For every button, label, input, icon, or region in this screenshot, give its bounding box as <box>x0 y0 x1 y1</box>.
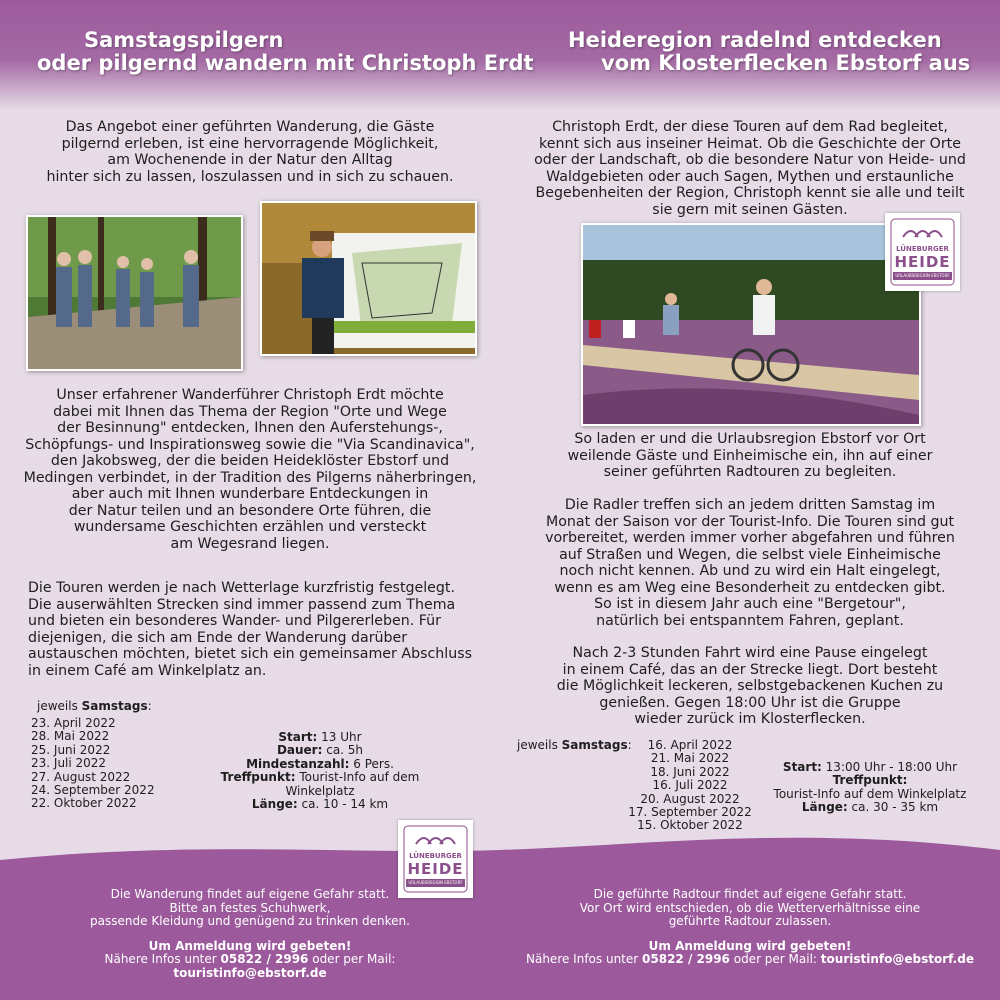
info-value: ca. 5h <box>322 743 364 758</box>
footer-line: geführte Radtour zulassen. <box>668 914 832 928</box>
registration-note: Um Anmeldung wird gebeten! <box>648 938 852 953</box>
text-line: oder der Landschaft, ob die besondere Natur von Heide- und <box>534 152 966 168</box>
text-line: So laden er und die Urlaubsregion Ebstorf vor Ort <box>574 431 926 447</box>
info-value: 13:00 Uhr - 18:00 Uhr <box>821 760 958 774</box>
text-line: dabei mit Ihnen das Thema der Region "Orte und Wege <box>53 403 447 420</box>
date-item: 24. September 2022 <box>31 783 155 798</box>
meeting-point-value: Tourist-Info auf dem Winkelplatz <box>773 786 967 801</box>
text-line: am Wegesrand liegen. <box>170 535 330 552</box>
logo-line1: LÜNEBURGER <box>896 245 949 253</box>
length-info <box>185 798 455 811</box>
email-address[interactable]: touristinfo@ebstorf.de <box>173 965 327 980</box>
left-paragraph-3 <box>28 580 478 679</box>
info-value: ca. 30 - 35 km <box>847 800 939 815</box>
footer-line: Bitte an festes Schuhwerk, <box>169 900 331 915</box>
text-line: Das Angebot einer geführten Wanderung, die Gäste <box>65 119 435 135</box>
left-dates-heading <box>37 700 152 713</box>
right-title-line1: Heideregion radelnd entdecken <box>568 28 942 52</box>
registration-note: Um Anmeldung wird gebeten! <box>148 938 352 953</box>
text-line: Waldgebieten oder auch Sagen, Mythen und erstaunliche <box>546 168 954 185</box>
date-item: 16. April 2022 <box>647 738 733 752</box>
text-line: pilgernd erleben, ist eine hervorragende Möglichkeit, <box>61 135 439 152</box>
text-line: wundersame Geschichten erzählen und versteckt <box>73 519 427 535</box>
date-item: 15. Oktober 2022 <box>637 818 743 833</box>
left-intro <box>30 119 470 185</box>
start-info <box>185 731 455 744</box>
info-value: Tourist-Info auf dem Winkelplatz <box>285 770 420 798</box>
date-item: 27. August 2022 <box>31 769 131 784</box>
info-label: Mindestanzahl: <box>246 756 350 771</box>
right-info-block <box>765 761 975 815</box>
contact-text: Nähere Infos unter <box>526 952 643 966</box>
hikers-photo <box>26 215 243 371</box>
left-title-line2: oder pilgernd wandern mit Christoph Erdt <box>37 51 534 75</box>
text-line: Die Touren werden je nach Wetterlage kurzfristig festgelegt. <box>28 580 455 596</box>
info-value: ca. 10 - 14 km <box>297 797 389 812</box>
text-line: Begebenheiten der Region, Christoph kennt sie alle und teilt <box>535 185 965 201</box>
left-title-line1: Samstagspilgern <box>84 28 284 52</box>
phone-number: 05822 / 2996 <box>220 952 309 966</box>
lueneburger-heide-logo <box>398 820 473 898</box>
guide-map-photo <box>260 201 477 356</box>
meeting-point-label <box>765 774 975 787</box>
text-line: hinter sich zu lassen, loszulassen und in sich zu schauen. <box>46 168 454 185</box>
date-item: 23. April 2022 <box>31 716 116 730</box>
cyclists-heath-photo <box>581 223 921 426</box>
left-info-block <box>185 731 455 811</box>
text-line: Die auserwählten Strecken sind immer passend zum Thema <box>28 596 456 613</box>
text-line: austauschen möchten, bietet sich ein gemeinsamer Abschluss <box>28 646 472 662</box>
text-line: noch nicht kennen. Ab und zu wird ein Halt eingelegt, <box>559 563 941 579</box>
text-line: So ist in diesem Jahr auch eine "Bergetour", <box>594 596 906 612</box>
dates-suffix: : <box>147 699 152 713</box>
logo-line2: HEIDE <box>407 860 464 878</box>
meeting-point-info <box>185 771 455 798</box>
dates-prefix: jeweils <box>37 699 82 713</box>
text-line: vorbereitet, werden immer vorher abgefahren und führen <box>545 530 955 546</box>
info-label: Dauer: <box>276 743 323 758</box>
logo-line2: HEIDE <box>894 253 951 271</box>
dates-prefix: jeweils <box>517 738 562 752</box>
text-line: Christoph Erdt, der diese Touren auf dem Rad begleitet, <box>552 119 948 135</box>
text-line: aber auch mit Ihnen wunderbare Entdeckungen in <box>71 486 429 502</box>
text-line: natürlich bei entspanntem Fahren, geplant. <box>596 612 904 629</box>
min-participants-info <box>185 758 455 771</box>
text-line: Nach 2-3 Stunden Fahrt wird eine Pause eingelegt <box>572 645 928 661</box>
text-line: Schöpfungs- und Inspirationsweg sowie die "Via Scandinavica", <box>25 436 475 453</box>
dates-suffix: : <box>627 738 632 752</box>
date-item: 23. Juli 2022 <box>31 756 107 771</box>
lueneburger-heide-logo-right <box>885 213 960 291</box>
duration-info <box>185 744 455 757</box>
text-line: kennt sich aus inseiner Heimat. Ob die Geschichte der Orte <box>539 135 961 152</box>
start-info <box>765 761 975 774</box>
phone-number: 05822 / 2996 <box>642 952 730 966</box>
footer-line: passende Kleidung und genügend zu trinken denken. <box>90 914 410 928</box>
text-line: Medingen verbindet, in der Tradition des Pilgerns näherbringen, <box>23 469 477 486</box>
date-item: 21. Mai 2022 <box>650 751 730 766</box>
text-line: am Wochenende in der Natur den Alltag <box>107 152 393 168</box>
footer-line: Die geführte Radtour findet auf eigene Gefahr statt. <box>593 887 907 901</box>
footer-line: Die Wanderung findet auf eigene Gefahr statt. <box>110 887 390 901</box>
text-line: wenn es am Weg eine Besonderheit zu entdecken gibt. <box>554 579 946 596</box>
info-label: Länge: <box>801 800 848 815</box>
text-line: der Natur teilen und an besondere Orte führen, die <box>68 502 432 519</box>
left-dates-list <box>31 717 155 811</box>
right-paragraph-3 <box>520 497 980 629</box>
right-footer <box>520 888 980 967</box>
right-dates-list <box>620 739 760 833</box>
footer-line: Vor Ort wird entschieden, ob die Wetterverhältnisse eine <box>579 900 921 915</box>
right-title-line2: vom Klosterflecken Ebstorf aus <box>601 51 971 75</box>
text-line: seiner geführten Radtouren zu begleiten. <box>603 464 897 480</box>
right-intro <box>520 119 980 218</box>
info-label: Länge: <box>251 797 298 812</box>
date-item: 20. August 2022 <box>640 791 740 806</box>
text-line: Die Radler treffen sich an jedem dritten Samstag im <box>564 497 936 513</box>
date-item: 25. Juni 2022 <box>31 742 111 757</box>
text-line: die Möglichkeit leckeren, selbstgebackenen Kuchen zu <box>556 678 944 694</box>
text-line: und bieten ein besonderes Wander- und Pilgererleben. Für <box>28 613 441 629</box>
text-line: in einem Café, das an der Strecke liegt. Dort besteht <box>562 661 938 678</box>
right-paragraph-4 <box>520 645 980 728</box>
text-line: in einem Café am Winkelplatz an. <box>28 662 267 679</box>
logo-line3: URLAUBSREGION EBSTORF <box>406 879 465 887</box>
date-item: 17. September 2022 <box>628 805 752 820</box>
date-item: 16. Juli 2022 <box>652 778 728 793</box>
date-item: 28. Mai 2022 <box>31 729 110 744</box>
left-paragraph-2 <box>20 387 480 552</box>
left-contact <box>30 953 470 980</box>
date-item: 18. Juni 2022 <box>650 764 730 779</box>
right-paragraph-2 <box>520 431 980 481</box>
info-value: 6 Pers. <box>349 756 394 771</box>
text-line: Monat der Saison vor der Tourist-Info. Die Touren sind gut <box>545 513 955 530</box>
contact-text: oder per Mail: <box>729 952 821 966</box>
info-value: 13 Uhr <box>317 730 362 744</box>
text-line: auf Straßen und Wegen, die selbst viele Einheimische <box>559 546 941 563</box>
info-label: Treffpunkt: <box>832 773 908 788</box>
contact-text: oder per Mail: <box>308 952 396 966</box>
info-label: Treffpunkt: <box>220 770 296 785</box>
email-address[interactable]: touristinfo@ebstorf.de <box>820 952 974 966</box>
info-label: Start: <box>782 760 822 774</box>
length-info <box>765 801 975 814</box>
text-line: diejenigen, die sich am Ende der Wanderung darüber <box>28 629 408 646</box>
left-footer <box>30 888 470 980</box>
text-line: wieder zurück im Klosterflecken. <box>634 711 866 727</box>
logo-line1: LÜNEBURGER <box>409 852 462 860</box>
info-label: Start: <box>278 730 318 744</box>
text-line: Unser erfahrener Wanderführer Christoph Erdt möchte <box>56 387 444 403</box>
dates-label: Samstags <box>81 699 148 713</box>
text-line: genießen. Gegen 18:00 Uhr ist die Gruppe <box>599 694 901 711</box>
logo-line3: URLAUBSREGION EBSTORF <box>893 272 952 280</box>
dates-label: Samstags <box>561 738 628 752</box>
text-line: weilende Gäste und Einheimische ein, ihn auf einer <box>567 447 933 464</box>
text-line: sie gern mit seinen Gästen. <box>652 201 848 218</box>
right-dates-heading <box>517 739 632 752</box>
right-contact <box>520 953 980 967</box>
date-item: 22. Oktober 2022 <box>31 796 137 811</box>
contact-text: Nähere Infos unter <box>104 952 221 966</box>
text-line: den Jakobsweg, der die beiden Heideklöster Ebstorf und <box>50 453 450 469</box>
text-line: der Besinnung" entdecken, Ihnen den Auferstehungs-, <box>57 420 443 436</box>
